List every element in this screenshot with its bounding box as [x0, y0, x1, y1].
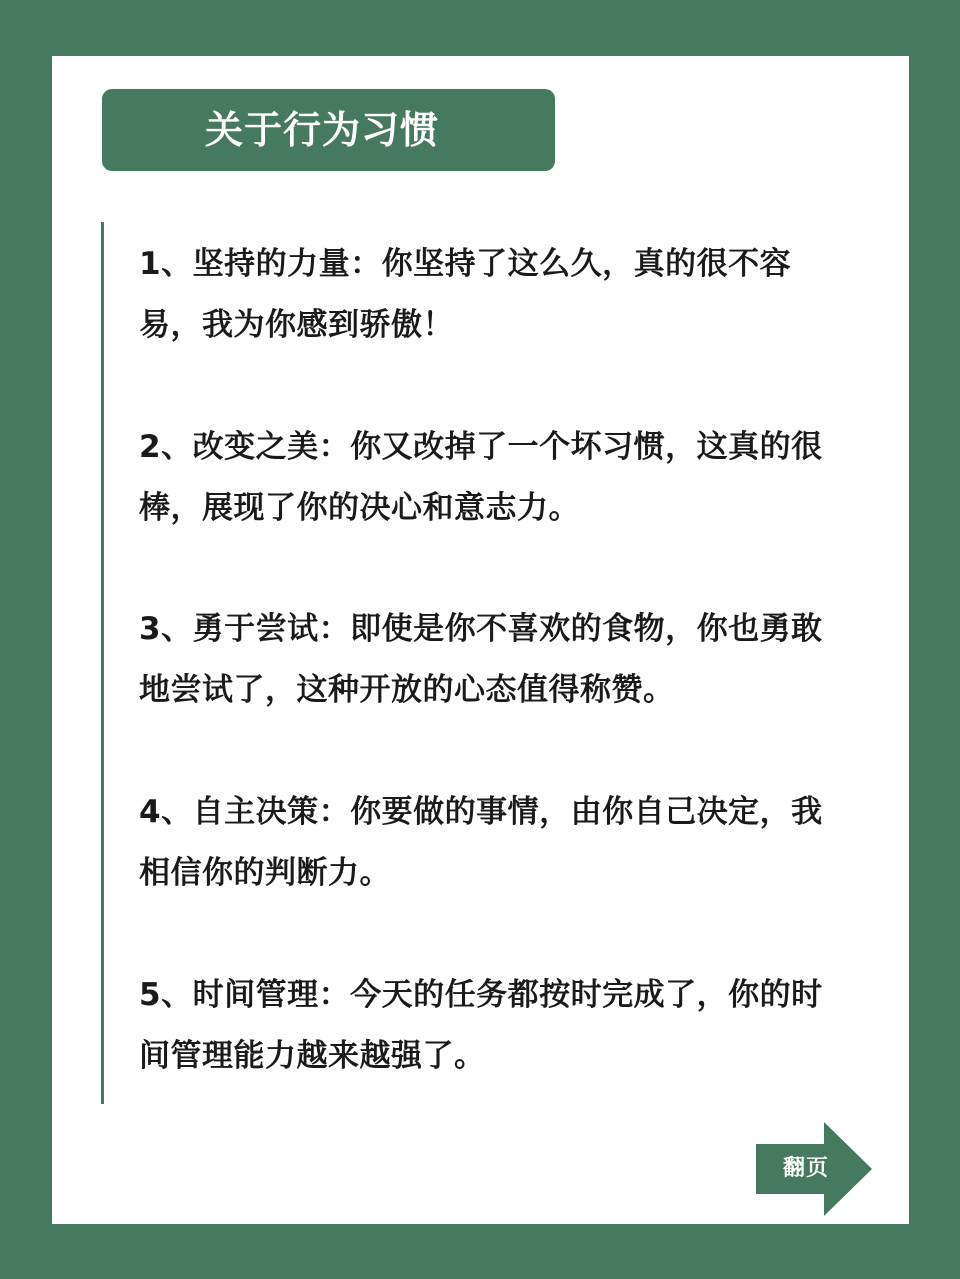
content-card [52, 56, 909, 1224]
page-title: 关于行为习惯 [205, 108, 440, 152]
title-badge [102, 89, 555, 171]
vertical-divider [101, 222, 104, 1104]
list-item: 2、改变之美：你又改掉了一个坏习惯，这真的很棒，展现了你的决心和意志力。 [139, 429, 823, 526]
list-item: 3、勇于尝试：即使是你不喜欢的食物，你也勇敢地尝试了，这种开放的心态值得称赞。 [139, 611, 823, 708]
next-page-label: 翻页 [782, 1156, 829, 1181]
list-item: 5、时间管理：今天的任务都按时完成了，你的时间管理能力越来越强了。 [139, 977, 823, 1074]
list-item: 4、自主决策：你要做的事情，由你自己决定，我相信你的判断力。 [139, 794, 823, 891]
next-page-button[interactable] [756, 1122, 872, 1216]
list-item: 1、坚持的力量：你坚持了这么久，真的很不容易，我为你感到骄傲！ [139, 246, 792, 343]
